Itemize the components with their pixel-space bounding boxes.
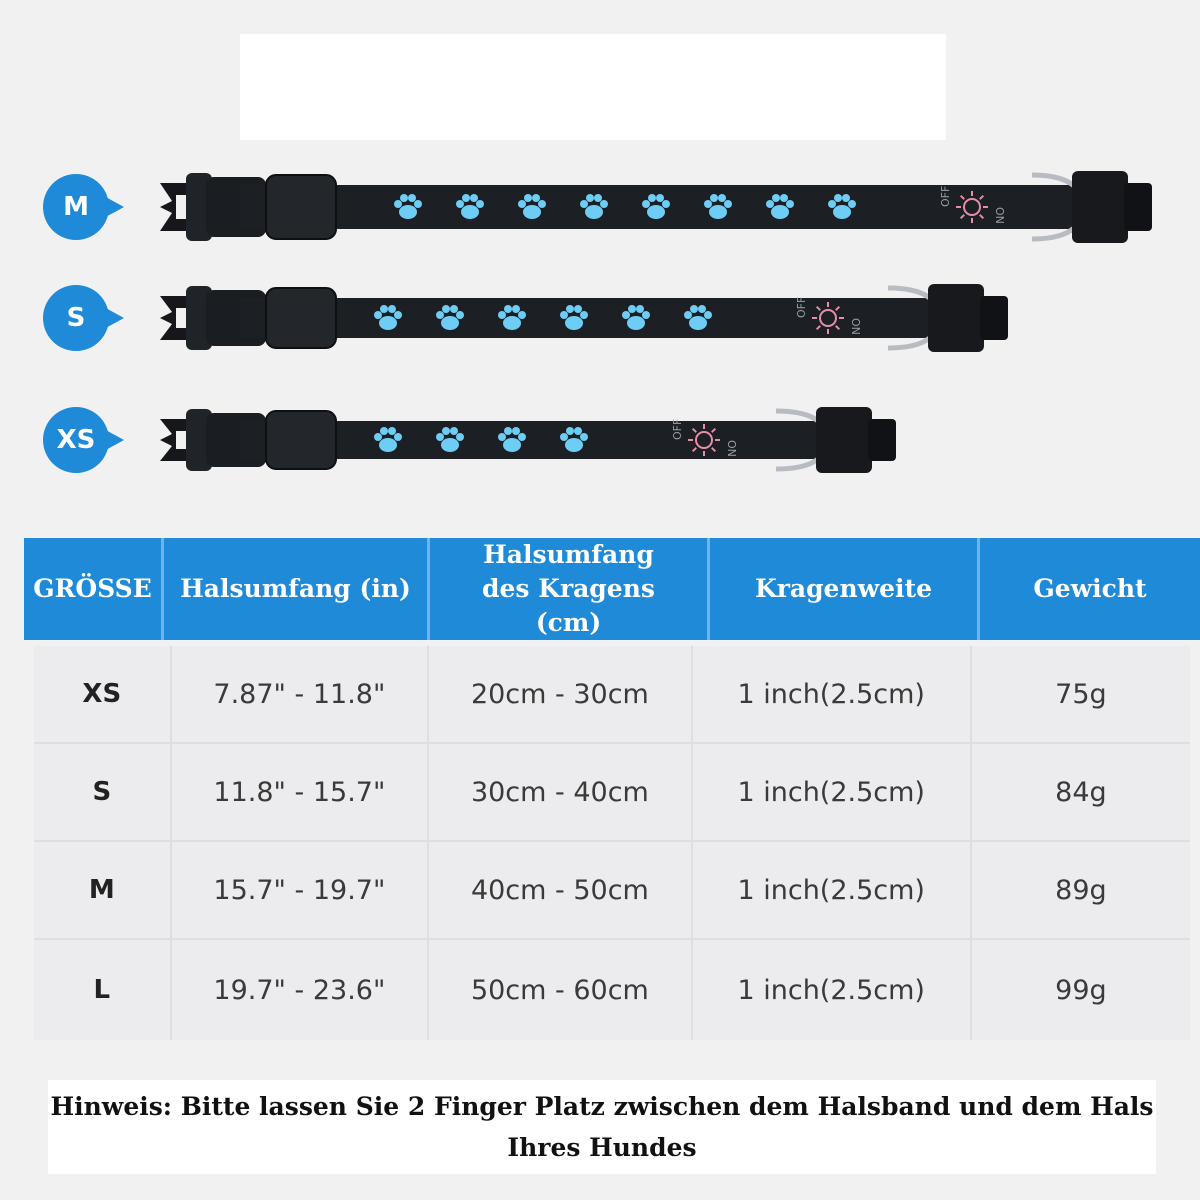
cell-neck-in: 7.87" - 11.8" (172, 646, 430, 742)
cell-neck-cm: 40cm - 50cm (429, 842, 692, 938)
header-weight: Gewicht (1033, 574, 1147, 604)
header-collar-width: Kragenweite (710, 538, 980, 640)
cell-size: L (34, 940, 172, 1040)
switch-on-label: ON (993, 207, 1006, 224)
switch-on-label: ON (849, 318, 862, 335)
cell-size: M (34, 842, 172, 938)
size-badge-xs (42, 406, 126, 474)
header-neck-in: Halsumfang (in) (164, 538, 430, 640)
size-badge-s (42, 284, 126, 352)
switch-on-label: ON (725, 440, 738, 457)
collar-xs (160, 407, 896, 473)
collar-s (160, 284, 1008, 352)
cell-size: S (34, 744, 172, 840)
size-badge-label: M (63, 192, 89, 222)
table-header (24, 538, 1200, 640)
cell-width: 1 inch(2.5cm) (693, 646, 972, 742)
cell-width: 1 inch(2.5cm) (693, 842, 972, 938)
cell-neck-cm: 50cm - 60cm (429, 940, 692, 1040)
cell-neck-cm: 20cm - 30cm (429, 646, 692, 742)
cell-neck-in: 11.8" - 15.7" (172, 744, 430, 840)
collar-m (160, 171, 1152, 243)
size-table (24, 538, 1200, 1040)
cell-weight: 84g (1055, 776, 1107, 808)
cell-width: 1 inch(2.5cm) (693, 744, 972, 840)
cell-width: 1 inch(2.5cm) (693, 940, 972, 1040)
table-row (34, 646, 1190, 744)
table-row (34, 744, 1190, 842)
header-size: GRÖSSE (24, 538, 164, 640)
table-row (34, 842, 1190, 940)
cell-weight: 99g (1055, 974, 1107, 1006)
switch-off-label: OFF (939, 185, 952, 207)
cell-neck-in: 19.7" - 23.6" (172, 940, 430, 1040)
header-neck-cm: Halsumfang des Kragens (cm) (430, 538, 710, 640)
switch-off-label: OFF (671, 418, 684, 440)
size-badge-label: S (66, 303, 86, 333)
cell-weight: 75g (1055, 678, 1107, 710)
cell-neck-cm: 30cm - 40cm (429, 744, 692, 840)
size-badge-m (42, 173, 126, 241)
cell-size: XS (34, 646, 172, 742)
table-body (34, 646, 1190, 1040)
size-badge-label: XS (56, 425, 96, 455)
cell-weight: 89g (1055, 874, 1107, 906)
switch-off-label: OFF (795, 296, 808, 318)
cell-neck-in: 15.7" - 19.7" (172, 842, 430, 938)
fit-note: Hinweis: Bitte lassen Sie 2 Finger Platz zwischen dem Halsband und dem Hals Ihres Hundes (48, 1080, 1156, 1174)
collar-illustrations (0, 0, 1200, 520)
table-row (34, 940, 1190, 1040)
